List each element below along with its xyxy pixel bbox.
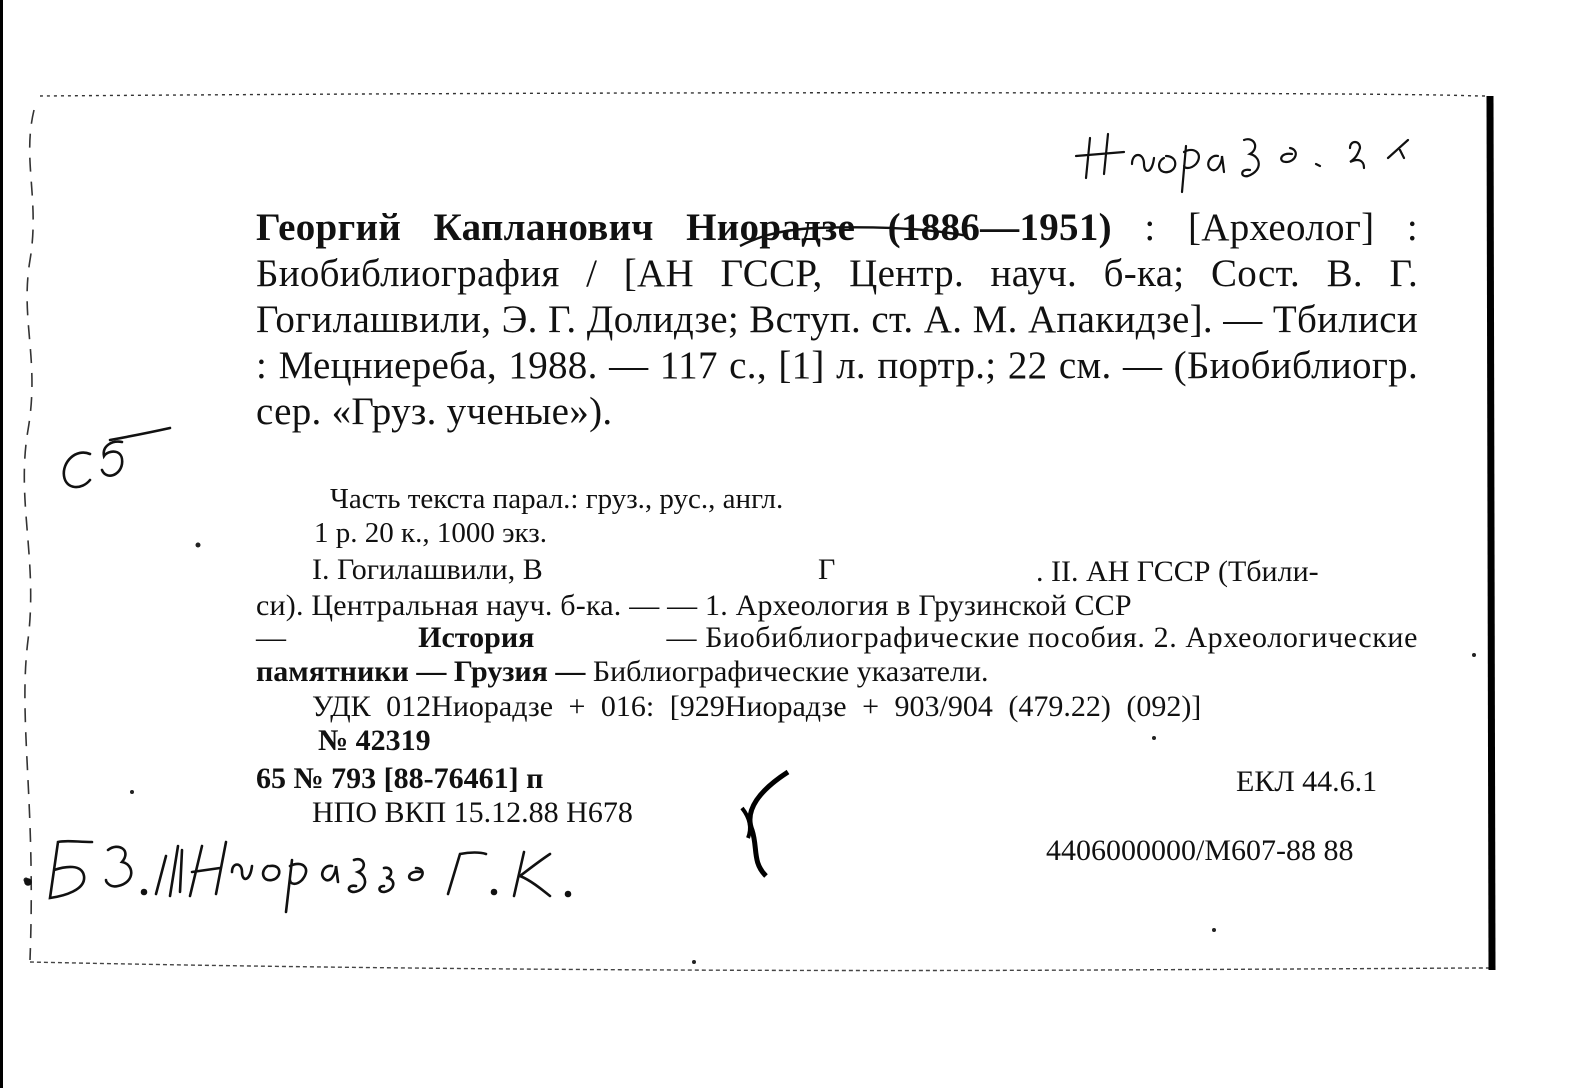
page-edge (0, 0, 3, 1088)
npo-code: НПО ВКП 15.12.88 Н678 (312, 796, 633, 829)
tracing-line-4-rest: Библиографические указатели. (592, 655, 989, 688)
handwritten-bottom-annotation (20, 820, 700, 920)
index-code: 4406000000/М607-88 88 (1046, 834, 1354, 867)
udc-code: УДК 012Ниорадзе + 016: [929Ниорадзе + 903/904 (479.22) (092)] (312, 690, 1202, 723)
tracing-line-2: си). Центральная науч. б-ка. — — 1. Археология в Грузинской ССР (256, 589, 1132, 622)
main-entry (256, 205, 1418, 435)
tracing-part1-name: I. Гогилашвили, В (312, 553, 543, 586)
language-note: Часть текста парал.: груз., рус., англ. (330, 483, 784, 515)
subject-monuments: памятники (256, 655, 409, 688)
tracing-part1-initial: Г (818, 553, 836, 586)
author-years: (1886—1951) (887, 206, 1112, 249)
tracing-line-3-dash: — (256, 621, 286, 654)
tracing-line-3 (256, 621, 1418, 655)
subject-georgia: — Грузия — (416, 655, 586, 688)
handwritten-left-annotation (52, 420, 182, 500)
record-number: № 42319 (318, 724, 431, 757)
tracing-part2-start: . II. АН ГССР (Тбили- (1036, 555, 1319, 588)
tracing-line-4 (256, 655, 989, 689)
author-surname: Ниорадзе (686, 206, 856, 249)
ekl-code: ЕКЛ 44.6.1 (1236, 765, 1378, 798)
entry-description: : [Археолог] : Биобиблиография / [АН ГССР, Центр. науч. б-ка; Сост. В. Г. Гогилашвили, Э. Г. Долидзе; Вступ. ст. А. М. Апакидзе]. — Тбилиси : Мецниереба, 1988. — 117 с., [1] л. портр.; 22 см. — (Биобиблиогр. сер. «Груз. ученые»). (256, 206, 1418, 433)
author-name: Георгий Капланович (256, 206, 654, 249)
subject-history: История (418, 621, 535, 654)
handwritten-top-annotation (1068, 108, 1468, 198)
tracing-line-3-rest: — Биобиблиографические пособия. 2. Археологические (666, 621, 1418, 654)
price-note: 1 р. 20 к., 1000 экз. (314, 517, 547, 549)
card-number: 65 № 793 [88-76461] п (256, 762, 544, 795)
